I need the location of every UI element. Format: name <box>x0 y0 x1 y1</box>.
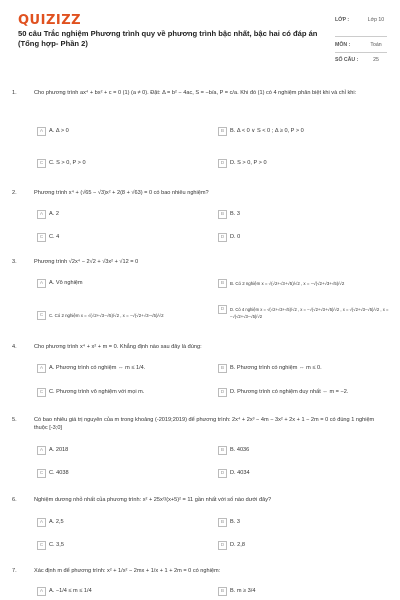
option-letter: C <box>37 469 46 478</box>
option-letter: A <box>37 279 46 288</box>
option-letter: D <box>218 305 227 314</box>
option-letter: B <box>218 279 227 288</box>
option-text: A. Phương trình có nghiệm ⇔ m ≤ 1/4. <box>49 365 146 371</box>
option-text: B. Δ < 0 ∨ S < 0 ; Δ ≥ 0, P > 0 <box>230 128 304 134</box>
option-text: A. 2 <box>49 211 59 217</box>
class-label: LỚP : <box>335 17 350 23</box>
quizizz-logo: QUIZIZZ <box>18 13 82 28</box>
option-letter: C <box>37 233 46 242</box>
option-text: D. Có 4 nghiệm x = √(√2+√3+√5)/√2 , x = −√(√2+√3+√5)/√2 , x = √(√2+√3−√5)/√2 , x = −√(√2+√3−√5)/√2 <box>230 307 389 319</box>
count-value: 25 <box>373 57 379 63</box>
option-text: C. 3,5 <box>49 542 64 548</box>
option-text: D. S > 0, P > 0 <box>230 160 267 166</box>
option-letter: B <box>218 518 227 527</box>
question-number: 7. <box>12 568 17 574</box>
option-text: B. m ≥ 3/4 <box>230 588 256 594</box>
option-letter: D <box>218 388 227 397</box>
question-number: 5. <box>12 417 17 423</box>
subject-label: MÔN : <box>335 42 351 48</box>
option-text: A. −1/4 ≤ m ≤ 1/4 <box>49 588 92 594</box>
question-number: 3. <box>12 259 17 265</box>
option-text: B. Có 2 nghiệm x = √(√2+√3+√5)/√2 , x = −√(√2+√3+√5)/√2 <box>230 281 345 286</box>
question-number: 4. <box>12 344 17 350</box>
option-text: D. 2,8 <box>230 542 245 548</box>
question-number: 2. <box>12 190 17 196</box>
option-letter: C <box>37 388 46 397</box>
meta-divider <box>335 52 387 53</box>
question-text: Cho phương trình x⁴ + x² + m = 0. Khẳng định nào sau đây là đúng: <box>34 344 202 350</box>
option-letter: D <box>218 233 227 242</box>
option-letter: A <box>37 446 46 455</box>
question-number: 1. <box>12 90 17 96</box>
option-letter: B <box>218 210 227 219</box>
option-letter: C <box>37 541 46 550</box>
option-text: B. 3 <box>230 211 240 217</box>
option-letter: D <box>218 541 227 550</box>
option-letter: A <box>37 518 46 527</box>
option-text: A. 2018 <box>49 447 69 453</box>
option-letter: C <box>37 159 46 168</box>
document-title: 50 câu Trắc nghiệm Phương trình quy về phương trình bậc nhất, bậc hai có đáp án (Tổng hợp- Phần 2) <box>18 29 318 48</box>
option-letter: B <box>218 587 227 596</box>
option-text: B. Phương trình có nghiệm ⇔ m ≤ 0. <box>230 365 322 371</box>
option-text: D. Phương trình có nghiệm duy nhất ⇔ m = −2. <box>230 389 349 395</box>
option-text: D. 4034 <box>230 470 250 476</box>
option-letter: A <box>37 587 46 596</box>
option-text: C. Phương trình vô nghiệm với mọi m. <box>49 389 145 395</box>
option-letter: A <box>37 127 46 136</box>
question-text: Xác định m để phương trình: x² + 1/x² − 2mx + 1/x + 1 + 2m = 0 có nghiệm: <box>34 568 221 574</box>
option-text: D. 0 <box>230 234 241 240</box>
option-text: C. 4 <box>49 234 60 240</box>
option-letter: C <box>37 311 46 320</box>
class-value: Lớp 10 <box>367 17 385 23</box>
option-text: C. Có 2 nghiệm x = √(√2+√3−√5)/√2 , x = −√(√2+√3−√5)/√2 <box>49 313 164 318</box>
option-letter: D <box>218 469 227 478</box>
option-text: A. Vô nghiệm <box>49 280 83 286</box>
question-text: Có bao nhiêu giá trị nguyên của m trong khoảng (-2019;2019) để phương trình: 2x⁴ + 2x³ − 4m − 3x² + 2x + 1 − 2m = 0 có đúng 1 nghiệm thuộc [-3;0] <box>34 417 375 431</box>
option-text: C. 4038 <box>49 470 69 476</box>
option-letter: A <box>37 210 46 219</box>
count-label: SỐ CÂU : <box>335 57 359 63</box>
option-letter: A <box>37 364 46 373</box>
option-letter: B <box>218 364 227 373</box>
option-text: A. 2,5 <box>49 519 64 525</box>
option-letter: B <box>218 446 227 455</box>
option-text: A. Δ > 0 <box>49 128 69 134</box>
question-text: Phương trình √2x⁴ − 2√2 + √3x² + √12 = 0 <box>34 259 139 265</box>
question-number: 6. <box>12 497 17 503</box>
option-text: C. S > 0, P > 0 <box>49 160 86 166</box>
option-text: B. 4036 <box>230 447 250 453</box>
meta-divider <box>335 36 387 37</box>
question-text: Nghiệm dương nhỏ nhất của phương trình: x² + 25x²/(x+5)² = 11 gần nhất với số nào dưới đây? <box>34 497 272 503</box>
option-letter: D <box>218 159 227 168</box>
option-letter: B <box>218 127 227 136</box>
question-text: Cho phương trình ax⁴ + bx² + c = 0 (1) (a ≠ 0). Đặt: Δ = b² − 4ac, S = −b/a, P = c/a. Khi đó (1) có 4 nghiệm phân biệt khi và chỉ khi: <box>34 90 357 96</box>
question-text: Phương trình x⁴ + (√65 − √3)x² + 2(8 + √63) = 0 có bao nhiêu nghiệm? <box>34 190 209 196</box>
option-text: B. 3 <box>230 519 240 525</box>
subject-value: Toán <box>370 42 382 48</box>
